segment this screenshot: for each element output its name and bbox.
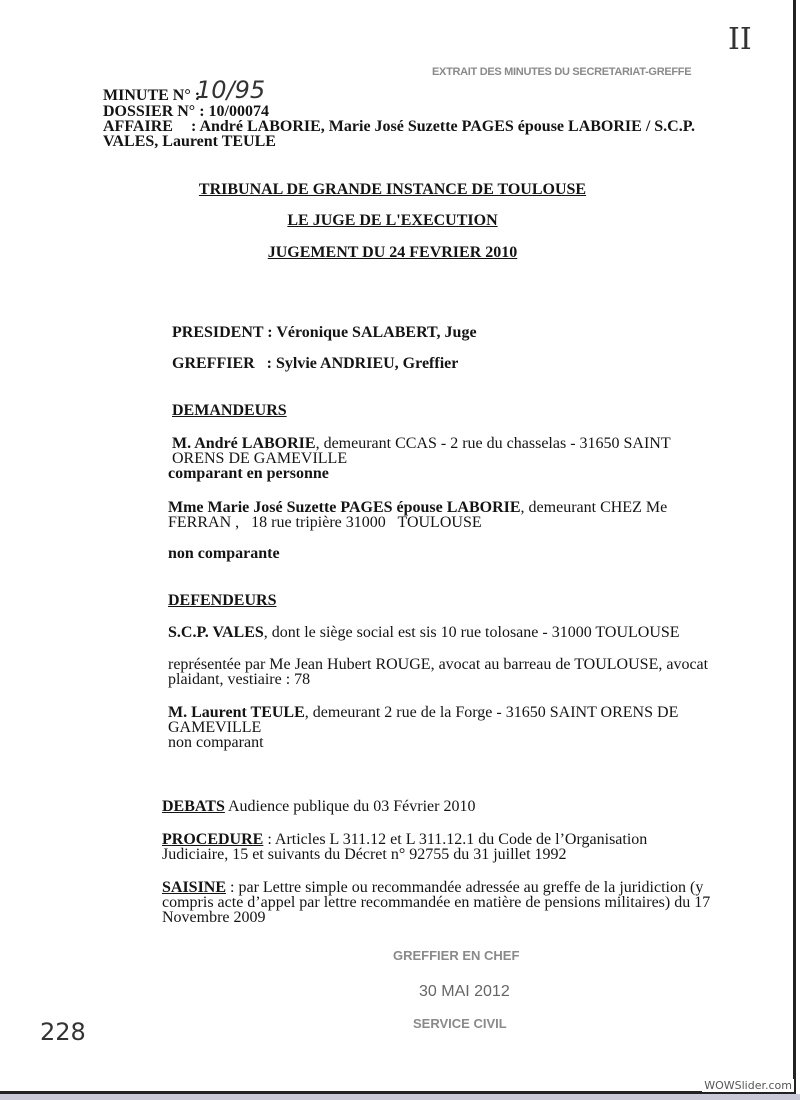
party-address: GAMEVILLE <box>168 719 262 736</box>
party-address: , demeurant CHEZ Me <box>520 499 668 516</box>
party-address: , demeurant CCAS - 2 rue du chasselas - 31650 SAINT <box>315 435 671 452</box>
party-name: M. Laurent TEULE <box>168 704 305 721</box>
party-address: ORENS DE GAMEVILLE <box>172 450 348 467</box>
representation: plaidant, vestiaire : 78 <box>168 671 311 688</box>
party-address: , demeurant 2 rue de la Forge - 31650 SAINT ORENS DE <box>304 704 679 721</box>
judgment-date-title: JUGEMENT DU 24 FEVRIER 2010 <box>267 244 518 261</box>
debats-text: Audience publique du 03 Février 2010 <box>224 798 476 815</box>
party-name: S.C.P. VALES <box>168 624 264 641</box>
minute-label: MINUTE N° : <box>103 87 201 104</box>
greffier-stamp: GREFFIER EN CHEF <box>393 948 520 963</box>
party-address: FERRAN , 18 rue tripière 31000 TOULOUSE <box>168 514 482 531</box>
affaire-line: : André LABORIE, Marie José Suzette PAGES épouse LABORIE / S.C.P. <box>191 118 696 135</box>
saisine-text: : par Lettre simple ou recommandée adressée au greffe de la juridiction (y <box>226 879 704 896</box>
stamp-date: 30 MAI 2012 <box>419 983 510 1000</box>
procedure-text: : Articles L 311.12 et L 311.12.1 du Code de l’Organisation <box>263 831 648 848</box>
page-number-handwritten: 228 <box>40 1018 86 1046</box>
demandeurs-heading: DEMANDEURS <box>172 402 287 419</box>
extract-stamp: EXTRAIT DES MINUTES DU SECRETARIAT-GREFFE <box>432 66 692 78</box>
party-status: non comparant <box>168 734 264 751</box>
service-stamp: SERVICE CIVIL <box>413 1016 507 1031</box>
representation: représentée par Me Jean Hubert ROUGE, avocat au barreau de TOULOUSE, avocat <box>168 656 709 673</box>
procedure-text: Judiciaire, 15 et suivants du Décret n° 92755 du 31 juillet 1992 <box>162 846 567 863</box>
saisine-text: compris acte d’appel par lettre recommandée en matière de pensions militaires) du 17 <box>162 894 711 911</box>
affaire-line: VALES, Laurent TEULE <box>103 133 276 150</box>
party-status: non comparante <box>168 545 280 562</box>
watermark: WOWSlider.com <box>704 1079 792 1092</box>
party-name: Mme Marie José Suzette PAGES épouse LABORIE <box>168 499 521 516</box>
annex-mark: II <box>728 22 752 57</box>
party-address: , dont le siège social est sis 10 rue tolosane - 31000 TOULOUSE <box>263 624 680 641</box>
dossier-number: DOSSIER N° : 10/00074 <box>103 103 269 120</box>
president: PRESIDENT : Véronique SALABERT, Juge <box>172 324 477 341</box>
party-status: comparant en personne <box>168 465 329 482</box>
judge-title: LE JUGE DE L'EXECUTION <box>287 212 498 229</box>
page-shadow <box>0 1094 800 1100</box>
greffier: GREFFIER : Sylvie ANDRIEU, Greffier <box>172 355 459 372</box>
procedure-label: PROCEDURE <box>162 831 264 848</box>
minute-value-handwritten: 10/95 <box>196 76 266 104</box>
saisine-text: Novembre 2009 <box>162 909 266 926</box>
saisine-label: SAISINE <box>162 879 227 896</box>
debats-label: DEBATS <box>162 798 225 815</box>
court-title: TRIBUNAL DE GRANDE INSTANCE DE TOULOUSE <box>198 181 587 198</box>
affaire-label: AFFAIRE <box>103 118 173 135</box>
party-name: M. André LABORIE <box>172 435 316 452</box>
defendeurs-heading: DEFENDEURS <box>168 592 277 609</box>
